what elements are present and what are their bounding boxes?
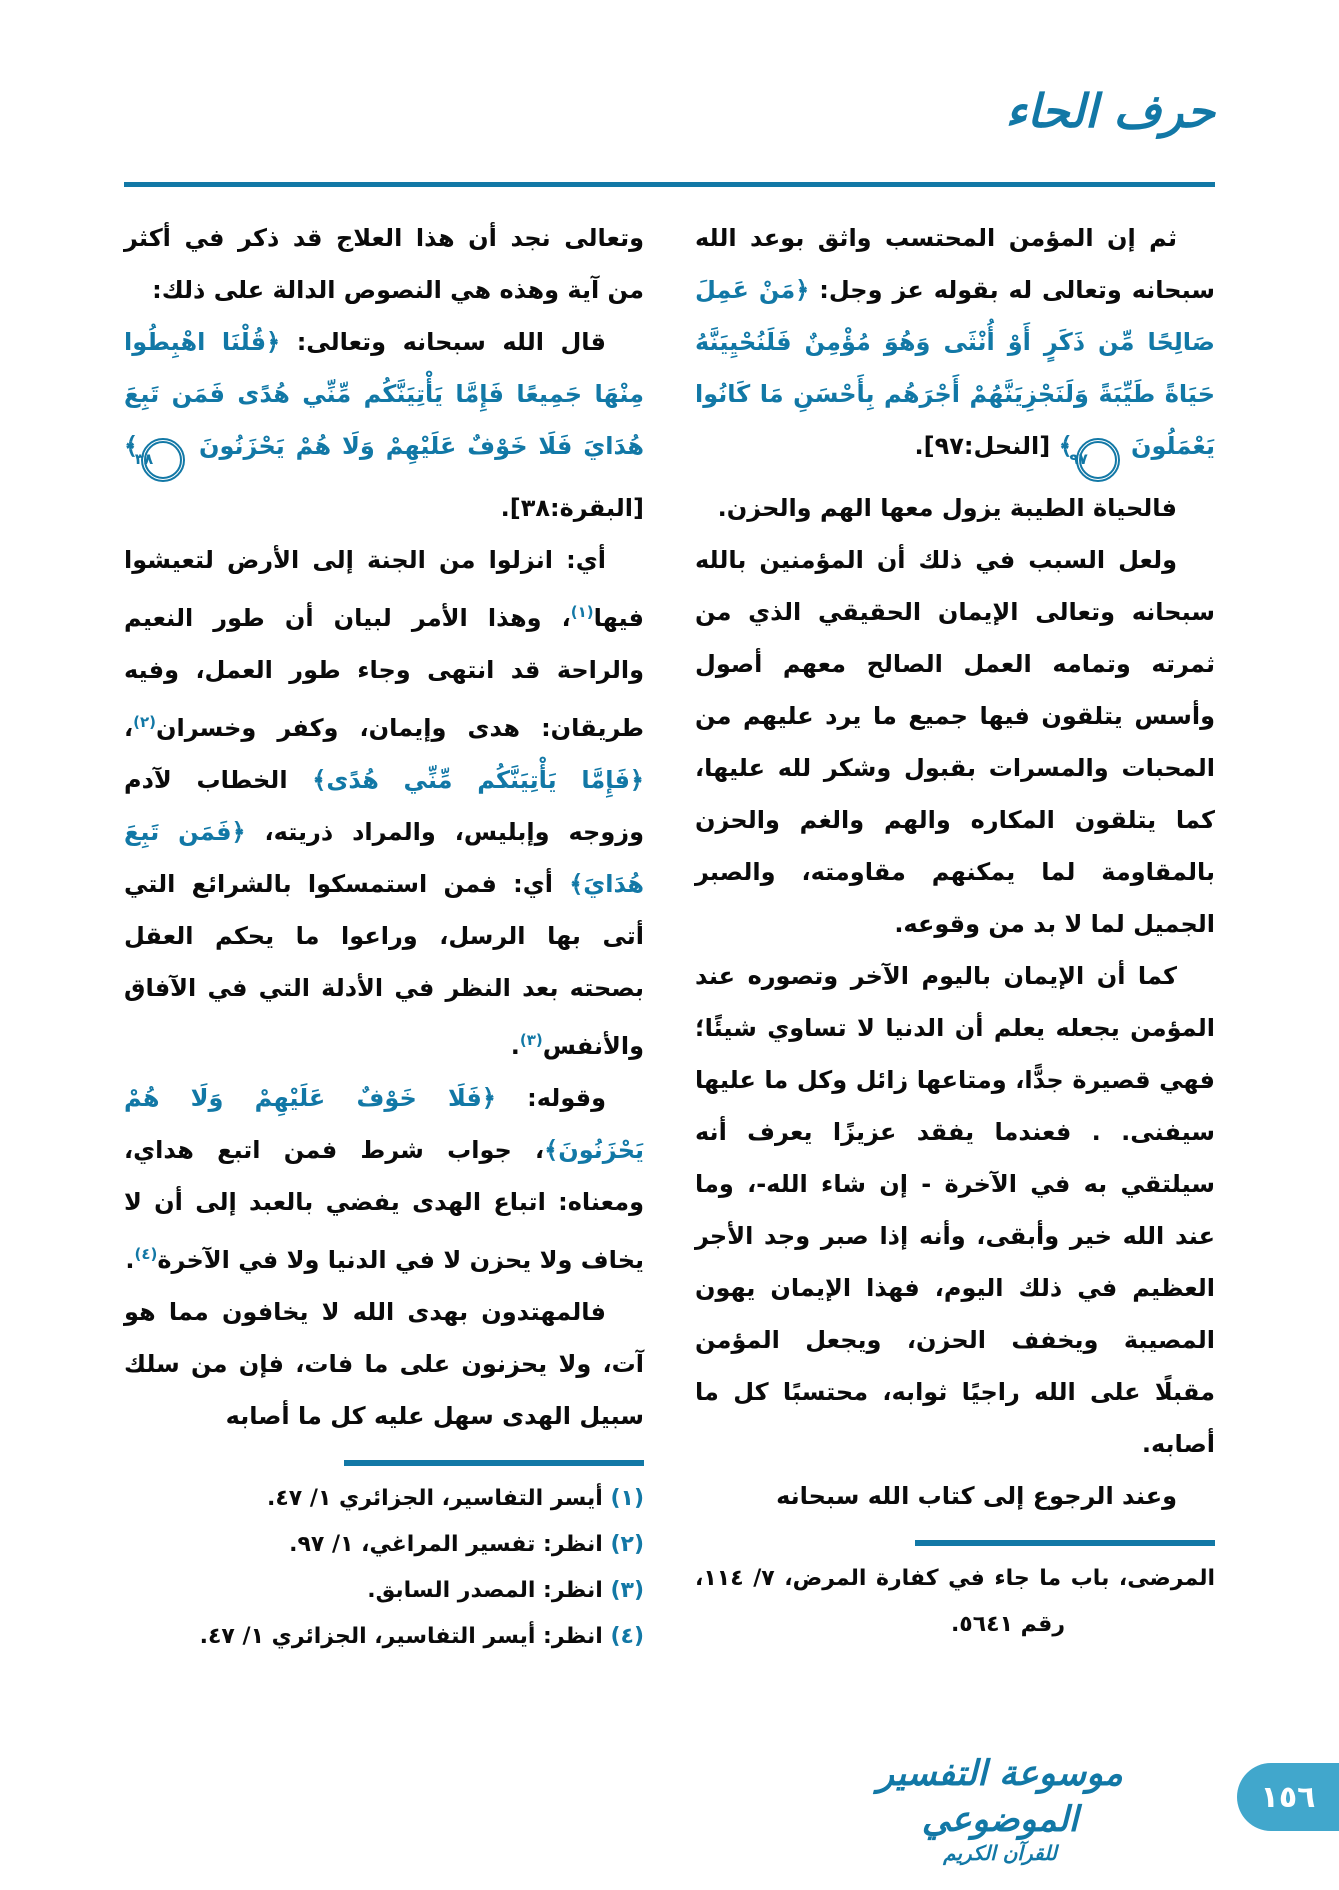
footnote-ref: (٣) [519, 1030, 543, 1049]
quran-verse-close: ﴾ [124, 432, 139, 460]
footnote-text: أيسر التفاسير، الجزائري ١/ ٤٧. [267, 1485, 603, 1511]
body-text-segment: الخطاب لآدم وزوجه وإبليس، والمراد ذريته، [124, 765, 644, 846]
body-text-segment: ، وهذا الأمر لبيان أن طور النعيم والراحة قد انتهى وجاء طور العمل، وفيه طريقان: هدى وإيمان، وكفر وخسران [124, 603, 644, 742]
ayah-number: ٣٨ [134, 450, 154, 468]
page-number: ١٥٦ [1260, 1779, 1316, 1815]
body-text-segment: ، [124, 713, 134, 742]
footnote-marker: (٢) [610, 1531, 644, 1557]
ayah-number-ornament [1069, 438, 1120, 482]
quran-quote: ﴿فَلَا خَوْفٌ عَلَيْهِمْ وَلَا هُمْ يَحْزَنُونَ﴾ [124, 1083, 644, 1164]
paragraph: ولعل السبب في ذلك أن المؤمنين بالله سبحانه وتعالى الإيمان الحقيقي الذي من ثمرته وتمامه العمل الصالح معهم أصول وأسس يتلقون فيها جميع ما يرد عليهم من المحبات والمسرات بقبول وشكر لله عليها، كما يتلقون المكاره والهم والغم والحزن بالمقاومة لما يمكنهم مقاومته، والصبر الجميل لما لا بد من وقوعه. [695, 545, 1215, 938]
header-rule [124, 182, 1215, 187]
footnote-ref: (٢) [133, 712, 156, 731]
ayah-number-ornament [134, 438, 185, 482]
verse-reference: [النحل:٩٧]. [914, 432, 1059, 460]
footnote-item [124, 1568, 644, 1614]
publisher-logo-title: موسوعة التفسير الموضوعي [877, 1754, 1123, 1840]
footnote-text: انظر: تفسير المراغي، ١/ ٩٧. [289, 1531, 603, 1557]
paragraph: وعند الرجوع إلى كتاب الله سبحانه [776, 1481, 1177, 1510]
verse-reference: [البقرة:٣٨]. [500, 493, 644, 522]
publisher-logo [815, 1752, 1185, 1865]
text-columns [124, 212, 1215, 1660]
column-left [124, 212, 644, 1660]
footnote-separator [915, 1540, 1215, 1546]
footnote-marker: (٤) [610, 1623, 644, 1649]
body-text-segment: . [510, 1031, 520, 1060]
paragraph [124, 534, 644, 1072]
paragraph [695, 212, 1215, 482]
footnote-marker: (٣) [610, 1577, 644, 1603]
footnote-continuation: المرضى، باب ما جاء في كفارة المرض، ٧/ ١١٤، رقم ٥٦٤١. [695, 1565, 1215, 1637]
footnote-item [124, 1614, 644, 1660]
quran-verse: ﴿قُلْنَا اهْبِطُوا مِنْهَا جَمِيعًا فَإِمَّا يَأْتِيَنَّكُم مِّنِّي هُدًى فَمَن تَبِعَ هُدَايَ فَلَا خَوْفٌ عَلَيْهِمْ وَلَا هُمْ يَحْزَنُونَ [124, 328, 644, 460]
paragraph [124, 316, 644, 534]
page-number-badge [1237, 1763, 1339, 1831]
footnote-ref: (١) [570, 602, 594, 621]
body-text-segment: قال الله سبحانه وتعالى: [280, 328, 606, 356]
paragraph: كما أن الإيمان باليوم الآخر وتصوره عند المؤمن يجعله يعلم أن الدنيا لا تساوي شيئًا؛ فهي قصيرة جدًّا، ومتاعها زائل وكل ما عليها سيفنى. . فعندما يفقد عزيزًا يعرف أنه سيلتقي به في الآخرة - إن شاء الله-، وما عند الله خير وأبقى، وأنه إذا صبر وجد الأجر العظيم في ذلك اليوم، فهذا الإيمان يهون المصيبة ويخفف الحزن، ويجعل المؤمن مقبلًا على الله راجيًا ثوابه، محتسبًا كل ما أصابه. [695, 961, 1215, 1458]
footnote-item [124, 1476, 644, 1522]
footnote-text: انظر: أيسر التفاسير، الجزائري ١/ ٤٧. [199, 1623, 603, 1649]
quran-quote: ﴿فَمَن تَبِعَ هُدَايَ﴾ [124, 817, 644, 898]
publisher-logo-subtitle: للقرآن الكريم [943, 1841, 1057, 1865]
body-text-segment: وقوله: [495, 1083, 607, 1112]
footnote-ref: (٤) [134, 1244, 158, 1263]
body-text-segment: . [125, 1245, 135, 1274]
quran-verse: ﴿مَنْ عَمِلَ صَالِحًا مِّن ذَكَرٍ أَوْ أُنْثَى وَهُوَ مُؤْمِنٌ فَلَنُحْيِيَنَّهُ حَيَاةً طَيِّبَةً وَلَنَجْزِيَنَّهُمْ أَجْرَهُم بِأَحْسَنِ مَا كَانُوا يَعْمَلُونَ [695, 276, 1215, 460]
footnote-text: انظر: المصدر السابق. [367, 1577, 603, 1603]
body-text-segment: ، جواب شرط فمن اتبع هداي، ومعناه: اتباع الهدى يفضي بالعبد إلى أن لا يخاف ولا يحزن لا في الدنيا ولا في الآخرة [124, 1135, 644, 1274]
footnote-marker: (١) [610, 1485, 644, 1511]
body-text-segment: أي: انزلوا من الجنة إلى الأرض لتعيشوا فيها [124, 545, 644, 632]
paragraph: فالحياة الطيبة يزول معها الهم والحزن. [717, 493, 1177, 522]
paragraph: وتعالى نجد أن هذا العلاج قد ذكر في أكثر من آية وهذه هي النصوص الدالة على ذلك: [124, 224, 644, 304]
quran-verse-close: ﴾ [1058, 432, 1073, 460]
paragraph [124, 1072, 644, 1286]
footnote-separator [344, 1460, 644, 1466]
quran-quote: ﴿فَإِمَّا يَأْتِيَنَّكُم مِّنِّي هُدًى﴾ [312, 765, 644, 794]
footnote-item [124, 1522, 644, 1568]
body-text-segment: ثم إن المؤمن المحتسب واثق بوعد الله سبحانه وتعالى له بقوله عز وجل: [695, 224, 1215, 304]
paragraph: فالمهتدون بهدى الله لا يخافون مما هو آت، ولا يحزنون على ما فات، فإن من سلك سبيل الهدى سهل عليه كل ما أصابه [124, 1297, 644, 1430]
chapter-heading: حرف الحاء [1005, 84, 1215, 138]
ayah-number: ٩٧ [1069, 450, 1088, 468]
column-right [695, 212, 1215, 1648]
body-text-segment: أي: فمن استمسكوا بالشرائع التي أتى بها الرسل، وراعوا ما يحكم العقل بصحته بعد النظر في الأدلة التي في الآفاق والأنفس [124, 869, 644, 1060]
